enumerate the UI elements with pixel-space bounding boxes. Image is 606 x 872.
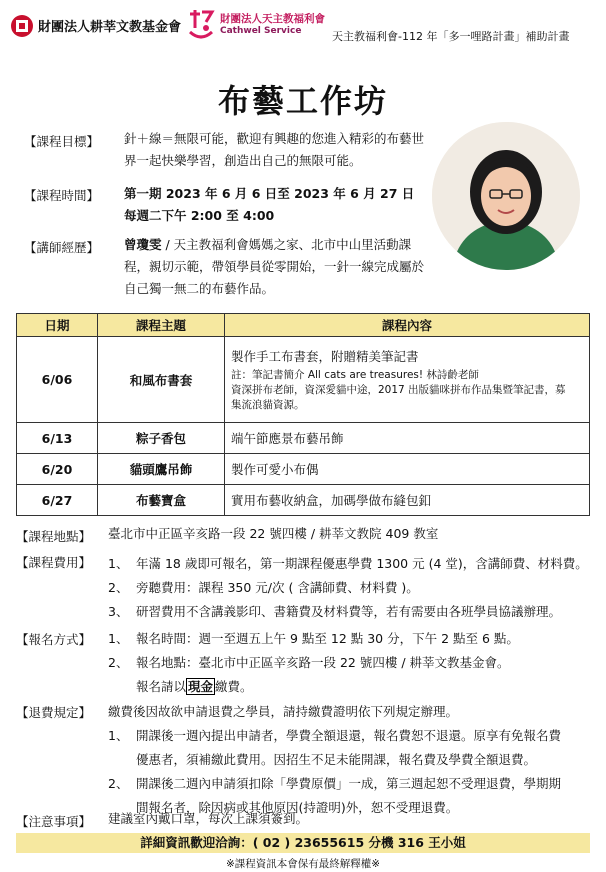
row-topic: 粽子香包 — [98, 423, 225, 454]
refund-section — [108, 700, 598, 820]
row-date: 6/27 — [17, 485, 98, 516]
fees-list — [108, 552, 598, 624]
goal-label: 【課程目標】 — [24, 134, 100, 149]
row-date: 6/06 — [17, 337, 98, 423]
cathwel-name-en: Cathwel Service — [220, 26, 302, 36]
goal-line: 界一起快樂學習，創造出自己的無限可能。 — [124, 153, 362, 168]
list-item: 1、 報名時間：週一至週五上午 9 點至 12 點 30 分，下午 2 點至 6 點。 — [108, 631, 519, 646]
row-content — [225, 337, 590, 423]
table-row — [17, 337, 590, 423]
table-header-row — [17, 314, 590, 337]
row-topic: 布藝寶盒 — [98, 485, 225, 516]
list-item: 1、 年滿 18 歲即可報名，第一期課程優惠學費 1300 元 (4 堂)，含講師費、材料費。 — [108, 556, 588, 571]
signup-label: 【報名方式】 — [16, 632, 92, 647]
schedule-table — [16, 313, 590, 516]
foundation-name: 財團法人耕莘文教基金會 — [38, 20, 182, 35]
row-date: 6/13 — [17, 423, 98, 454]
foundation-logo-icon — [10, 14, 34, 38]
cathwel-name — [220, 13, 325, 37]
teacher-line: 程，親切示範，帶領學員從零開始，一針一線完成屬於 — [124, 259, 425, 274]
cathwel-name-zh: 財團法人天主教福利會 — [220, 13, 325, 25]
row-content: 端午節應景布藝吊飾 — [225, 423, 590, 454]
row-note: 資深拼布老師，資深愛貓中途，2017 出版貓咪拼布作品集暨筆記書，募 — [231, 384, 566, 396]
row-content-main: 製作手工布書套，附贈精美筆記書 — [231, 349, 419, 364]
time-label: 【課程時間】 — [24, 188, 100, 203]
time-line: 第一期 2023 年 6 月 6 日至 2023 年 6 月 27 日 — [124, 186, 415, 201]
location-label: 【課程地點】 — [16, 529, 92, 544]
teacher-portrait-icon — [432, 122, 580, 270]
col-date: 日期 — [17, 314, 98, 337]
list-item: 1、 開課後一週內提出申請者，學費全額退還，報名費恕不退還。原享有免報名費 優惠者，須補繳此費用。因招生不足未能開課，報名費及學費全額退費。 — [108, 728, 562, 767]
refund-intro: 繳費後因故欲申請退費之學員，請持繳費證明依下列規定辦理。 — [108, 704, 459, 719]
refund-label: 【退費規定】 — [16, 705, 92, 720]
table-row — [17, 485, 590, 516]
goal-text — [124, 128, 434, 172]
teacher-name: 曾瓊雯 — [124, 237, 162, 252]
row-date: 6/20 — [17, 454, 98, 485]
teacher-line: / 天主教福利會媽媽之家、北市中山里活動課 — [161, 237, 412, 252]
list-item: 2、 開課後二週內申請須扣除「學費原價」一成，第三週起恕不受理退費，學期期 間報名者，除因病或其他原因(持證明)外，恕不受理退費。 — [108, 776, 562, 815]
list-item — [108, 675, 598, 699]
list-item: 2、 旁聽費用：課程 350 元/次 ( 含講師費、材料費 )。 — [108, 580, 419, 595]
pay-post: 繳費。 — [215, 679, 253, 694]
grant-plan-text: 天主教福利會-112 年「多一哩路計畫」補助計畫 — [332, 30, 570, 43]
table-row — [17, 423, 590, 454]
teacher-line: 自己獨一無二的布藝作品。 — [124, 281, 275, 296]
cathwel-logo-icon — [186, 8, 216, 42]
teacher-photo — [432, 122, 580, 270]
contact-bar: 詳細資訊歡迎洽詢：( 02 ) 23655615 分機 316 王小姐 — [16, 833, 590, 853]
page-title: 布藝工作坊 — [217, 82, 388, 120]
notice-text: 建議室內戴口罩，每次上課須簽到。 — [108, 811, 309, 826]
pay-pre: 報名請以 — [136, 679, 187, 694]
row-note: 註：筆記書簡介 All cats are treasures! 林詩齡老師 — [231, 369, 479, 381]
time-text — [124, 183, 434, 227]
location-text: 臺北市中正區辛亥路一段 22 號四樓 / 耕莘文教院 409 教室 — [108, 526, 439, 541]
row-content: 實用布藝收納盒，加碼學做布縫包釦 — [225, 485, 590, 516]
row-topic: 貓頭鷹吊飾 — [98, 454, 225, 485]
footnote: ※課程資訊本會保有最終解釋權※ — [225, 858, 381, 870]
pay-method-highlight: 現金 — [188, 679, 214, 694]
col-topic: 課程主題 — [98, 314, 225, 337]
goal-line: 針＋線＝無限可能，歡迎有興趣的您進入精彩的布藝世 — [124, 131, 425, 146]
signup-list — [108, 627, 598, 699]
row-content: 製作可愛小布偶 — [225, 454, 590, 485]
list-item: 2、 報名地點：臺北市中正區辛亥路一段 22 號四樓 / 耕莘文教基金會。 — [108, 655, 510, 670]
teacher-text — [124, 234, 444, 300]
list-item: 3、 研習費用不含講義影印、書籍費及材料費等，若有需要由各班學員協議辦理。 — [108, 604, 562, 619]
page-header — [0, 0, 606, 52]
table-row — [17, 454, 590, 485]
time-line: 每週二下午 2:00 至 4:00 — [124, 208, 275, 223]
notice-label: 【注意事項】 — [16, 814, 92, 829]
row-topic: 和風布書套 — [98, 337, 225, 423]
teacher-label: 【講師經歷】 — [24, 240, 100, 255]
col-content: 課程內容 — [225, 314, 590, 337]
fees-label: 【課程費用】 — [16, 555, 92, 570]
row-note: 集流浪貓資源。 — [231, 399, 305, 411]
